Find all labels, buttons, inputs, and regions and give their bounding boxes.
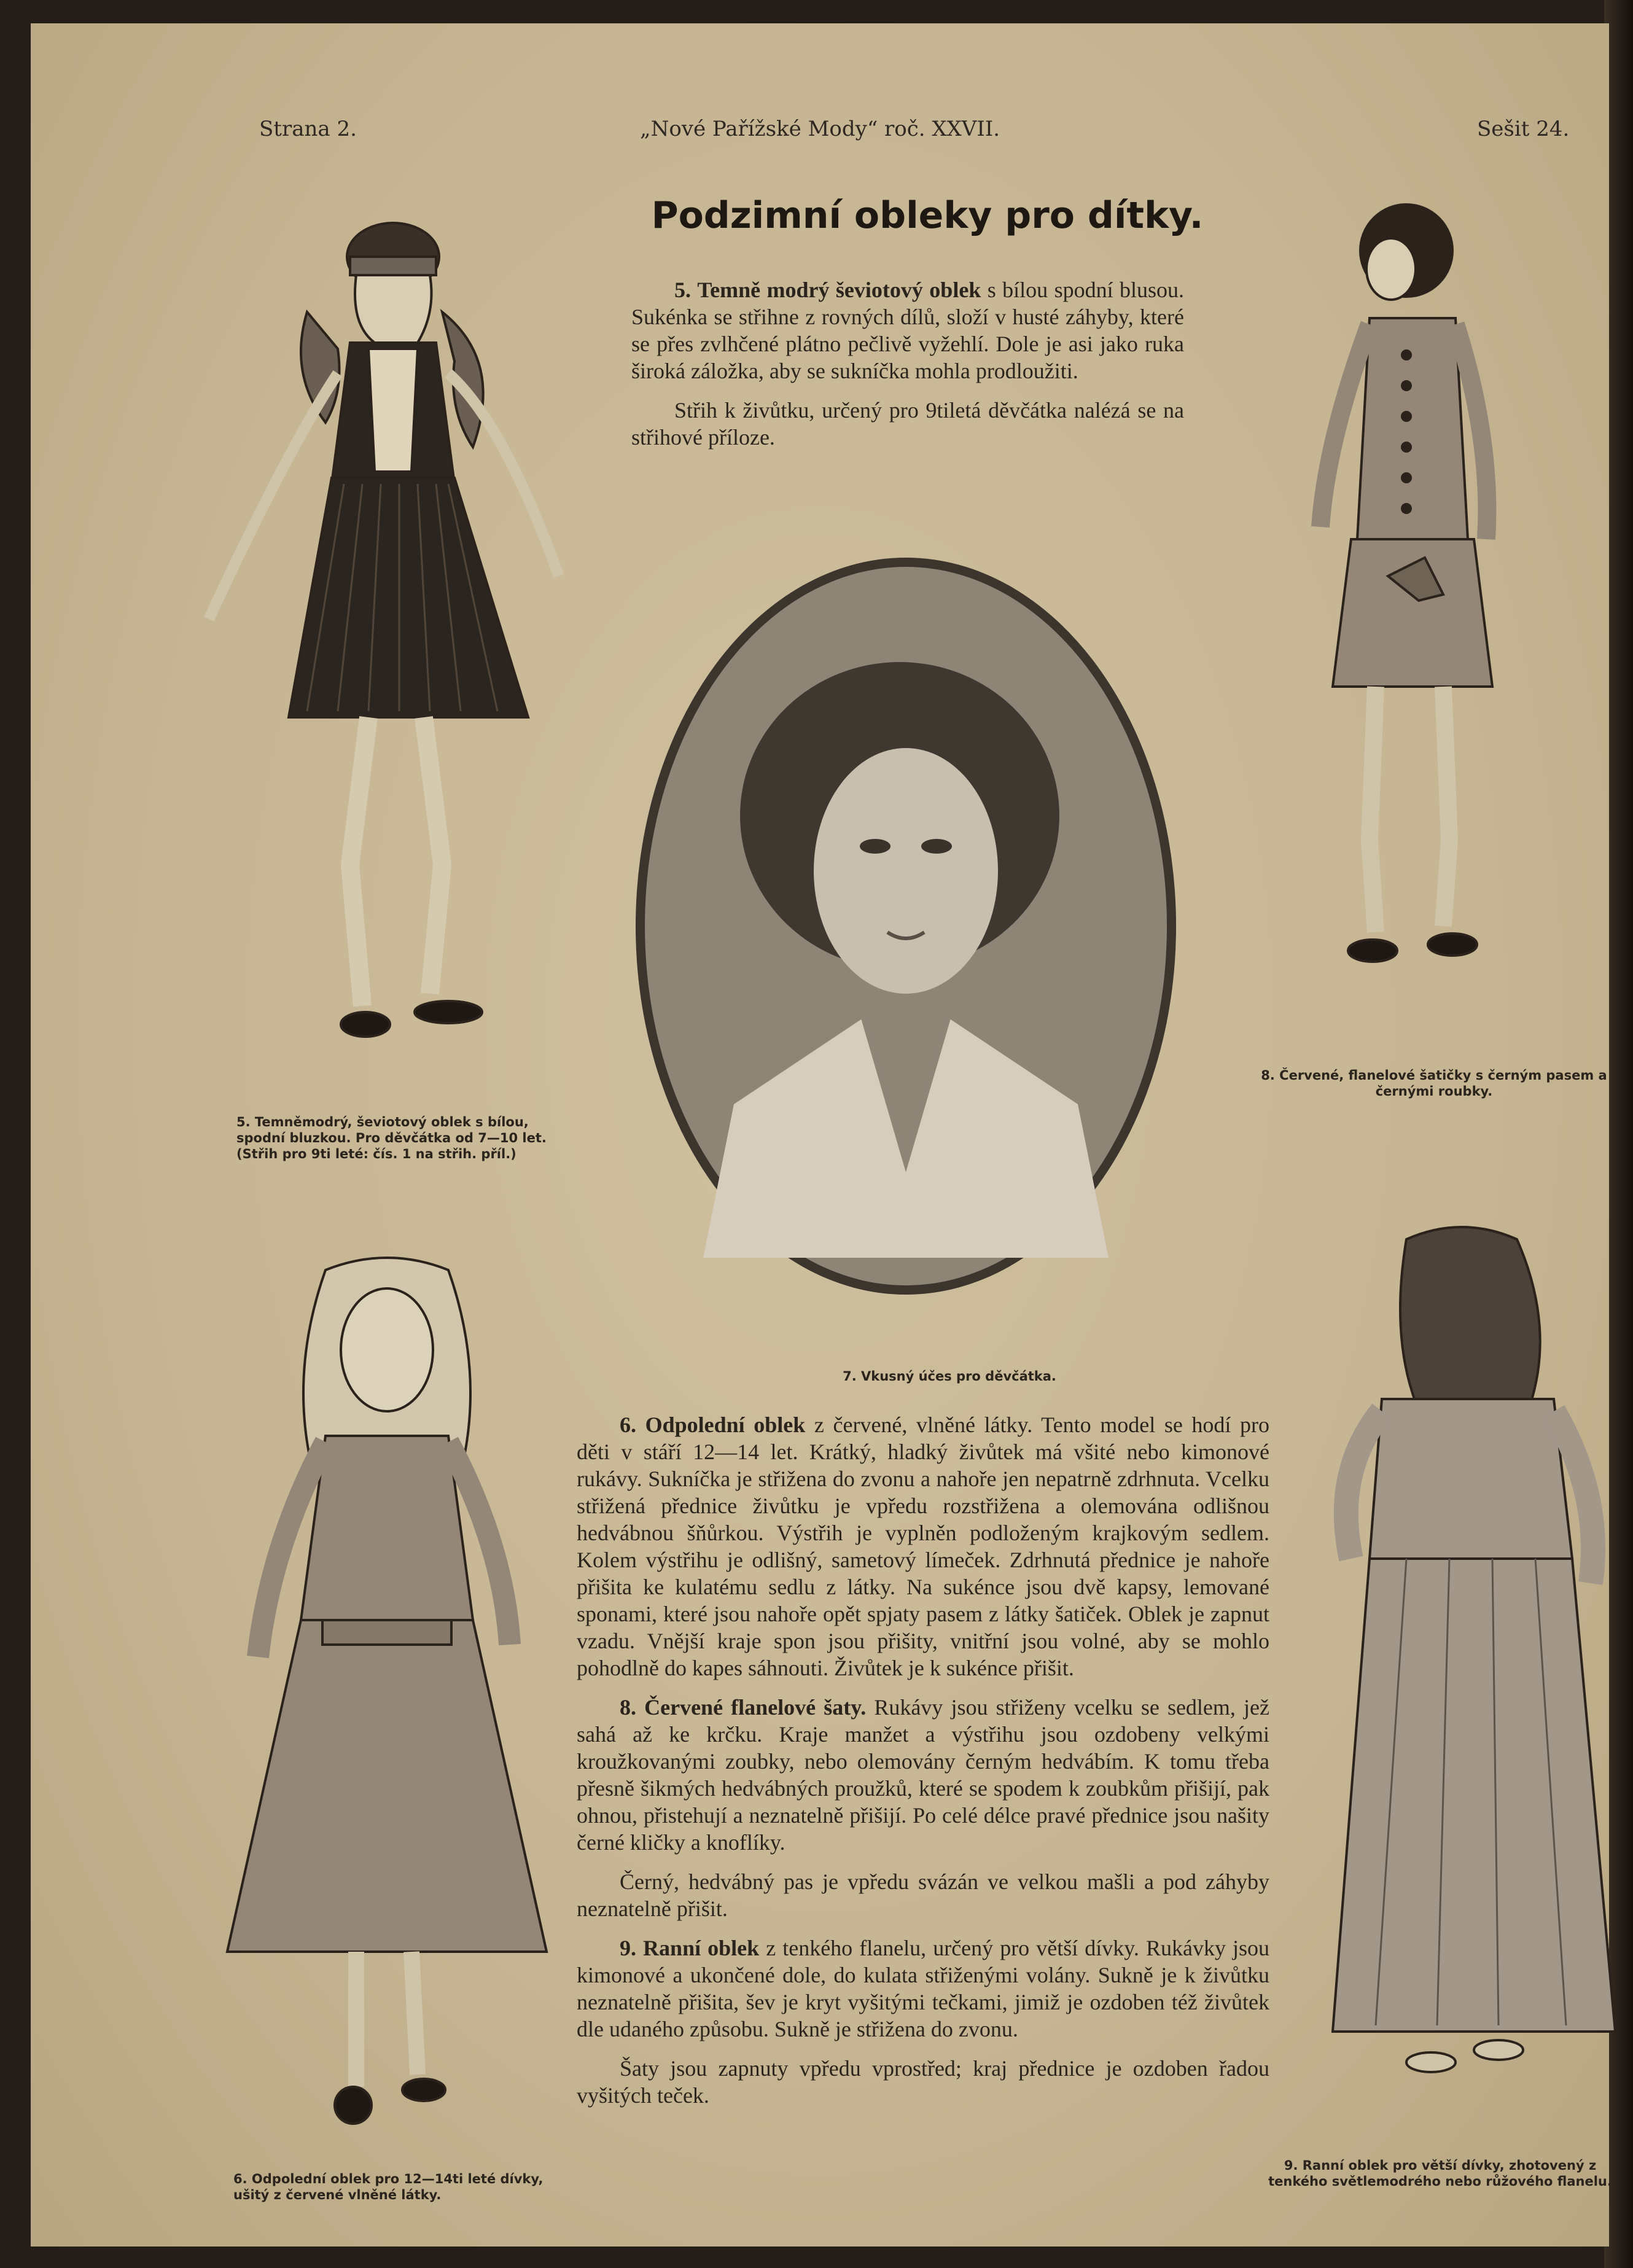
item-number: 8. [620, 1695, 636, 1720]
caption-figure-9: 9. Ranní oblek pro větší dívky, zhotovený z tenkého světlemodrého nebo růžového flanelu. [1268, 2158, 1612, 2189]
article-paragraph-9-closing [577, 2055, 1269, 2109]
issue-number: Sešit 24. [1477, 117, 1570, 141]
item-heading: Odpolední oblek [645, 1413, 806, 1437]
paragraph-text: s bílou spodní blusou. Sukénka se střihne z rovných dílů, složí v husté záhyby, které se přes zvlhčené plátno pečlivě vyžehlí. Dole je asi jako ruka široká záložka, aby se sukníčka mohla prodloužiti. [631, 278, 1185, 383]
caption-figure-5: 5. Temněmodrý, ševiotový oblek s bílou, spodní bluzkou. Pro děvčátka od 7—10 let. (Střih pro 9ti leté: čís. 1 na střih. příl.) [236, 1115, 547, 1161]
paragraph-text: z červené, vlněné látky. Tento model se hodí pro děti v stáří 12—14 let. Krátký, hladký živůtek má všité nebo kimonové rukávy. Sukníčka je střižena do zvonu a nahoře jen nepatrně zdrhnuta. Vcelku střižená přednice živůtku je vpředu rozstřižena a olemována odlišnou hedvábnou šňůrkou. Výstřih je vyplněn podloženým krajkovým sedlem. Kolem výstřihu je odlišný, sametový límeček. Zdrhnutá přednice je nahoře přišita ke kulatému sedlu z látky. Na sukénce jsou dvě kapsy, lemované sponami, které jsou nahoře opět spjaty pasem z látky šatiček. Oblek je zapnut vzadu. Vnější kraje spon jsou přišity, vnitřní jsou volné, aby se mohlo pohodlně do kapes sáhnouti. Živůtek je k sukénce přišit. [577, 1413, 1270, 1680]
article-paragraph-9 [577, 1935, 1269, 2043]
article-paragraph-pattern-note [631, 397, 1184, 451]
page-title: Podzimní obleky pro dítky. [651, 194, 1204, 237]
article-top-column [631, 276, 1184, 463]
paragraph-text: z tenkého flanelu, určený pro větší dívky. Rukávky jsou kimonové a ukončené dole, do kulata střiženými volány. Sukně je k živůtku neznatelně přišita, šev je kryt vyšitými tečkami, jimiž je ozdoben též živůtek dle udaného způsobu. Sukně je střižena do zvonu. [577, 1936, 1269, 2041]
paragraph-text: Černý, hedvábný pas je vpředu svázán ve velkou mašli a pod záhyby neznatelně přišit. [577, 1869, 1269, 1921]
illustration-girl-flannel-dress [1277, 195, 1535, 994]
item-heading: Temně modrý ševiotový oblek [697, 278, 981, 302]
magazine-page [31, 23, 1612, 2247]
caption-figure-7: 7. Vkusný účes pro děvčátka. [843, 1369, 1056, 1384]
article-paragraph-8 [577, 1694, 1269, 1856]
page-number: Strana 2. [259, 117, 357, 141]
item-number: 6. [620, 1413, 636, 1437]
illustration-girl-morning-dress [1308, 1215, 1627, 2099]
illustration-girl-afternoon-dress [215, 1252, 559, 2136]
running-header: „Nové Pařížské Mody“ roč. XXVII. [639, 117, 1000, 141]
caption-figure-6: 6. Odpolední oblek pro 12—14ti leté dívky, ušitý z červené vlněné látky. [233, 2172, 544, 2202]
item-number: 9. [620, 1936, 636, 1960]
photo-portrait-girl-hairstyle [629, 551, 1182, 1301]
illustration-girl-dark-pinafore [184, 189, 602, 1074]
article-paragraph-8-belt [577, 1868, 1269, 1922]
article-paragraph-5 [631, 276, 1184, 384]
paragraph-text: Šaty jsou zapnuty vpředu vprostřed; kraj přednice je ozdoben řadou vyšitých teček. [577, 2056, 1269, 2108]
item-heading: Červené flanelové šaty. [644, 1695, 867, 1720]
paragraph-text: Rukávy jsou střiženy vcelku se sedlem, jež sahá až ke krčku. Kraje manžet a výstřihu jsou ozdobeny velkými kroužkovanými zoubky, nebo olemovány černým hedvábím. K tomu třeba přesně šikmých hedvábných proužků, které se spodem k zoubkům přišijí, pak ohnou, přistehují a neznatelně přišijí. Po celé délce pravé přednice jsou našity černé kličky a knoflíky. [577, 1695, 1270, 1855]
article-bottom-column [577, 1411, 1269, 2121]
paragraph-text: Střih k živůtku, určený pro 9tiletá děvčátka nalézá se na střihové příloze. [631, 398, 1184, 450]
caption-figure-8: 8. Červené, flanelové šatičky s černým pasem a černými roubky. [1261, 1068, 1607, 1099]
article-paragraph-6 [577, 1411, 1269, 1682]
item-heading: Ranní oblek [643, 1936, 760, 1960]
item-number: 5. [674, 278, 691, 302]
